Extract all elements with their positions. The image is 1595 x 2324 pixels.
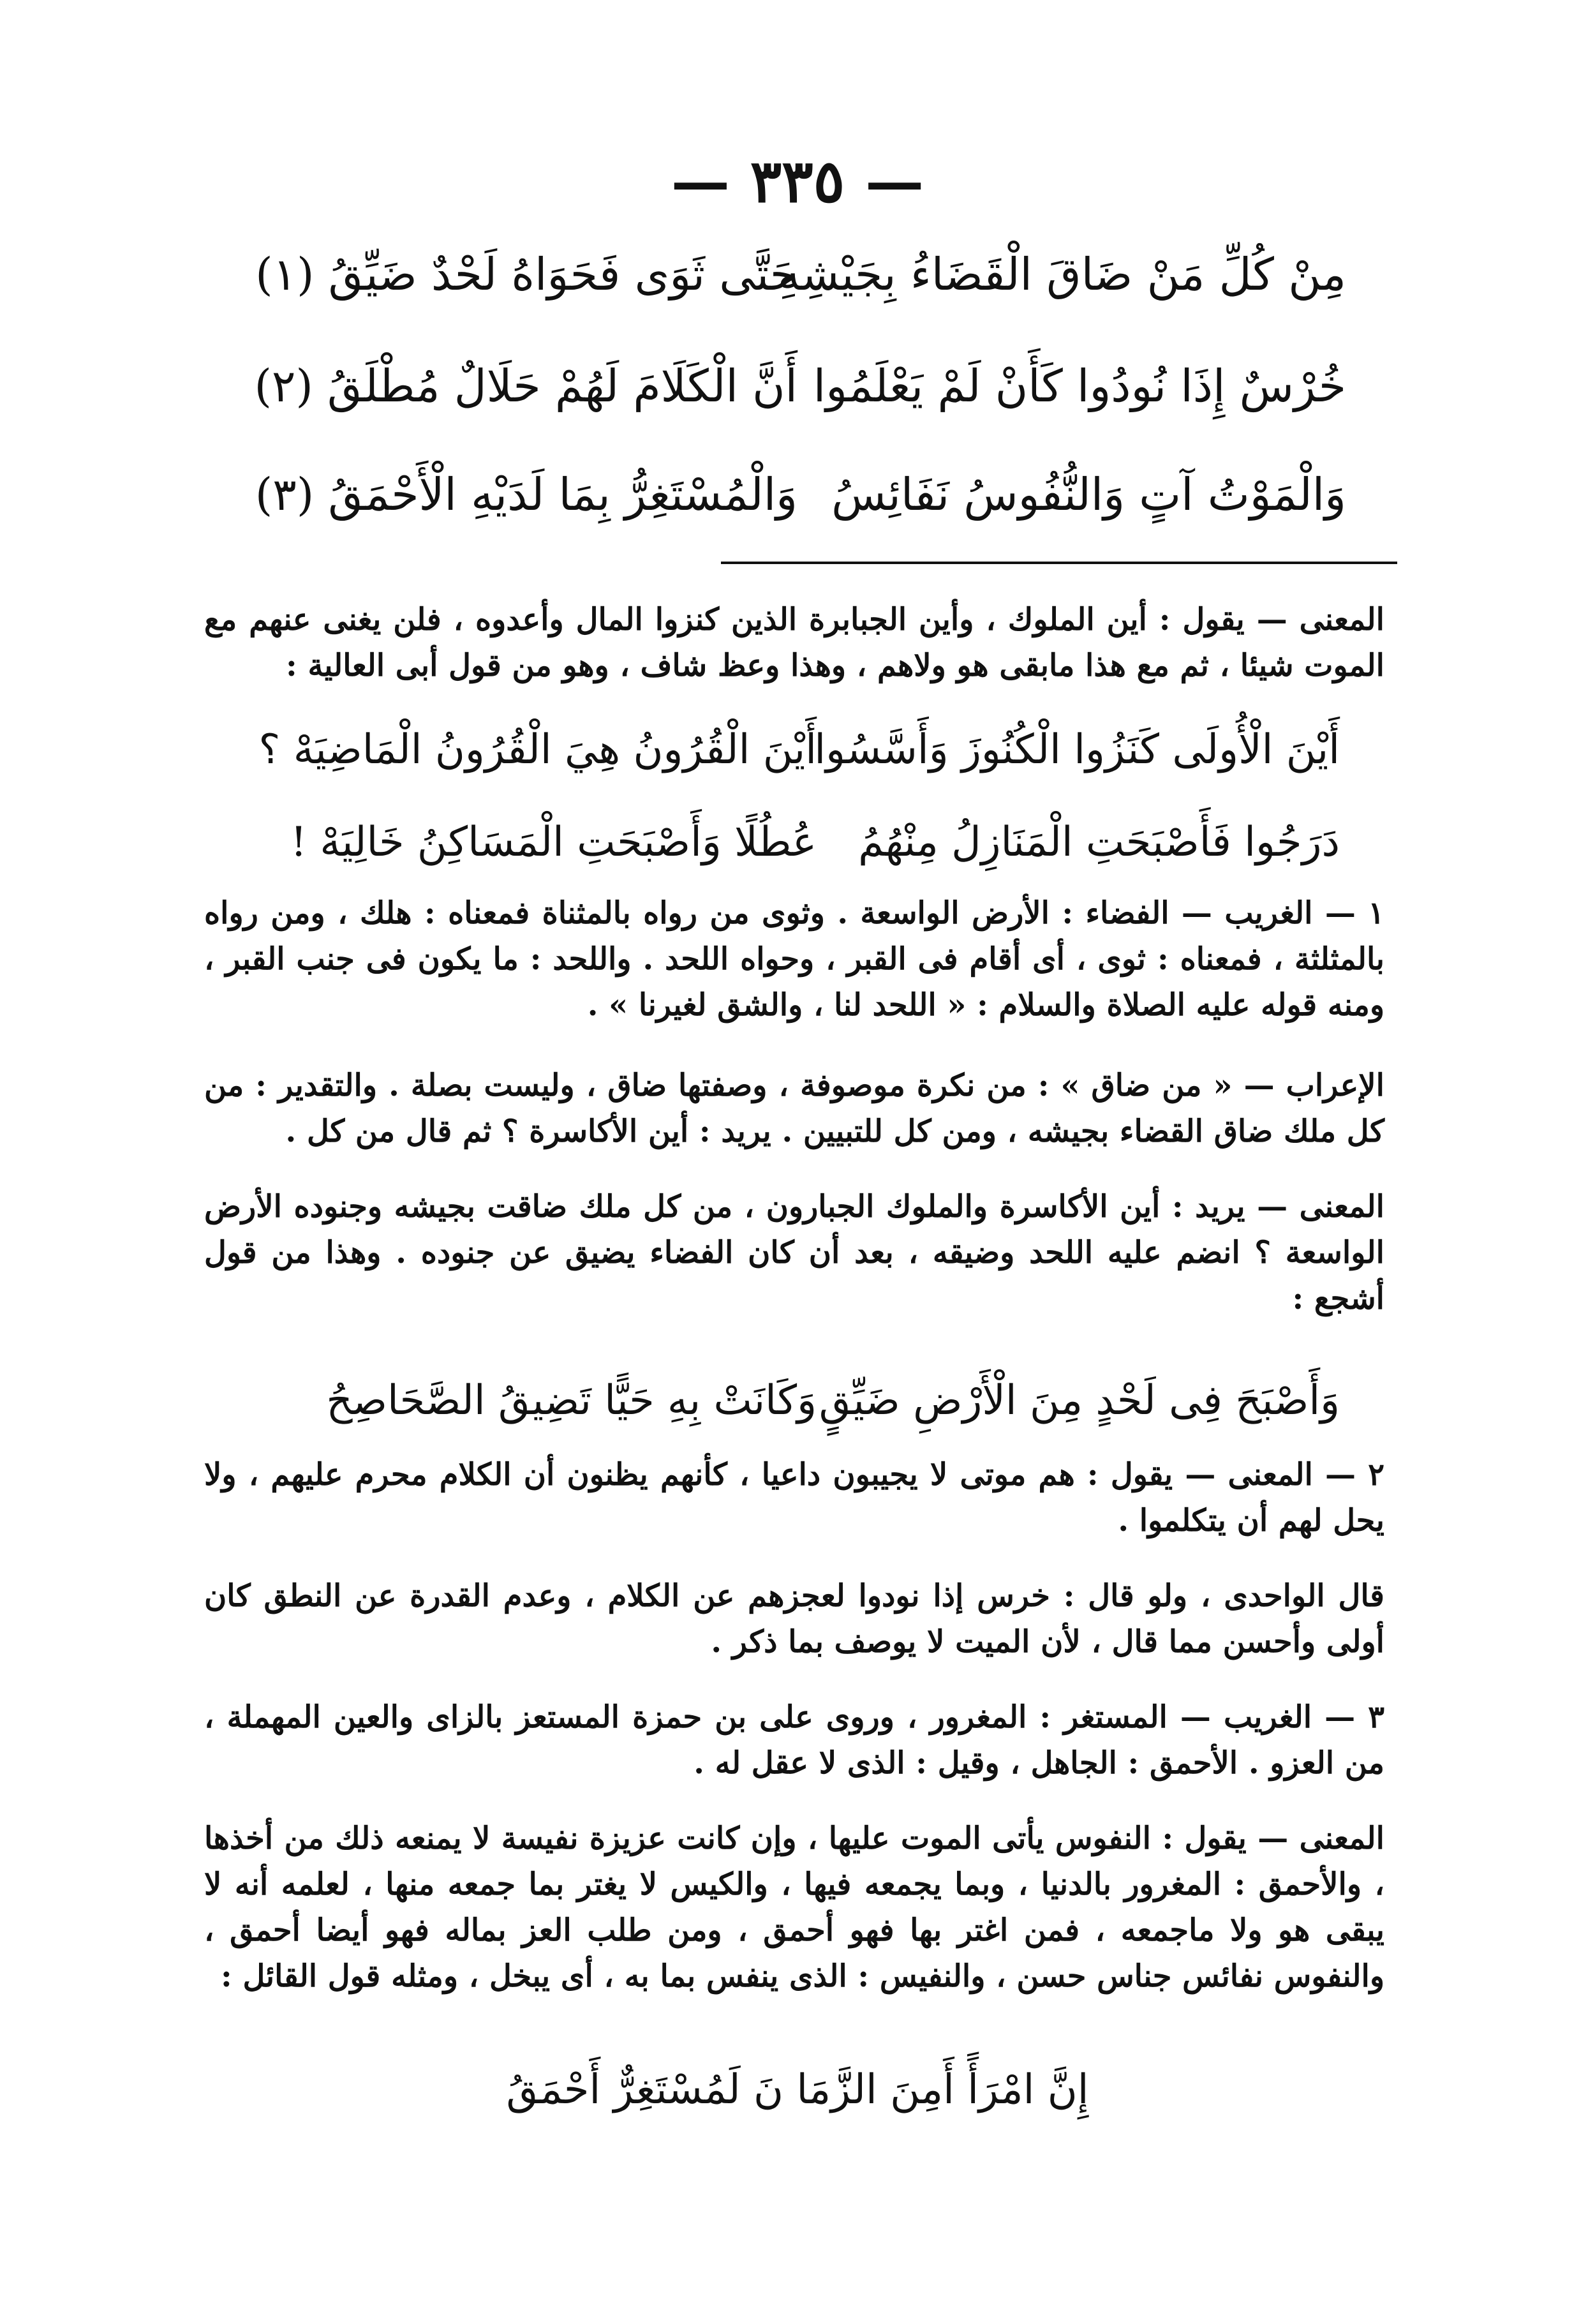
quote-verse-2 [255, 807, 1340, 877]
note-1-gharib: ١ — الغريب — الفضاء : الأرض الواسعة . وثوى من رواه بالمثناة فمعناه : هلك ، ومن رواه بالمثلثة ، فمعناه : ثوى ، أى أقام فى القبر ، وحواه اللحد . واللحد : ما يكون فى جنب القبر ، ومنه قوله عليه الصلاة والسلام : « اللحد لنا ، والشق لغيرنا » . [204, 895, 1385, 1023]
quote-1-second-hemistich: أَيْنَ الْقُرُونُ هِيَ الْقُرُونُ الْمَاضِيَهْ ؟ [258, 726, 817, 773]
note-1-irab: الإعراب — « من ضاق » : من نكرة موصوفة ، وصفتها ضاق ، وليست بصلة . والتقدير : من كل ملك ضاق القضاء بجيشه ، ومن كل للتبيين . يريد : أين الأكاسرة ؟ ثم قال من كل . [204, 1068, 1384, 1149]
verse-3-second-hemistich: وَالْمُسْتَغِرُّ بِمَا لَدَيْهِ الْأَحْمَقُ (٣) [255, 468, 798, 521]
note-2-wahidi: قال الواحدى ، ولو قال : خرس إذا نودوا لعجزهم عن الكلام ، وعدم القدرة عن النطق كان أولى وأحسن مما قال ، لأن الميت لا يوصف بما ذكر . [204, 1578, 1384, 1660]
page-number: — ٣٣٥ — [671, 147, 924, 216]
verse-line-1 [211, 239, 1346, 309]
closing-quote-text: إِنَّ امْرَأً أَمِنَ الزَّمَا نَ لَمُسْتَغِرٌّ أَحْمَقُ [506, 2066, 1089, 2113]
verse-line-3 [211, 459, 1346, 530]
commentary-meaning-intro: المعنى — يقول : أين الملوك ، وأين الجبابرة الذين كنزوا المال وأعدوه ، فلن يغنى عنهم مع الموت شيئا ، ثم مع هذا مابقى هو ولاهم ، وهذا وعظ شاف ، وهو من قول أبى العالية : [204, 602, 1384, 683]
verse-2-first-hemistich: خُرْسٌ إِذَا نُودُوا كَأَنْ لَمْ يَعْلَمُوا [813, 360, 1346, 412]
quote-ashja-second-hemistich: وَكَانَتْ بِهِ حَيًّا تَضِيقُ الصَّحَاصِحُ [326, 1377, 817, 1424]
quote-ashja [255, 1366, 1340, 1436]
verse-1-first-hemistich: مِنْ كُلِّ مَنْ ضَاقَ الْقَضَاءُ بِجَيْشِهِ [777, 248, 1346, 301]
verse-2-second-hemistich: أَنَّ الْكَلَامَ لَهُمْ حَلَالٌ مُطْلَقُ (٢) [254, 360, 798, 412]
verse-3-first-hemistich: وَالْمَوْتُ آتٍ وَالنُّفُوسُ نَفَائِسُ [831, 468, 1346, 521]
quote-verse-1 [255, 715, 1340, 785]
closing-quote-verse [255, 2055, 1340, 2125]
quote-2-second-hemistich: عُطُلًا وَأَصْبَحَتِ الْمَسَاكِنُ خَالِيَهْ ! [290, 819, 817, 866]
verse-1-second-hemistich: حَتَّى ثَوَى فَحَوَاهُ لَحْدٌ ضَيِّقُ (١) [255, 248, 798, 301]
note-2-meaning: ٢ — المعنى — يقول : هم موتى لا يجيبون داعيا ، كأنهم يظنون أن الكلام محرم عليهم ، ولا يحل لهم أن يتكلموا . [204, 1457, 1384, 1538]
verse-line-2 [211, 351, 1346, 421]
note-1-meaning: المعنى — يريد : أين الأكاسرة والملوك الجبارون ، من كل ملك ضاقت بجيشه وجنوده الأرض الواسعة ؟ انضم عليه اللحد وضيقه ، بعد أن كان الفضاء يضيق عن جنوده . وهذا من قول أشجع : [204, 1189, 1385, 1316]
quote-1-first-hemistich: أَيْنَ الْأُولَى كَنَزُوا الْكُنُوزَ وَأَسَّسُوا [814, 726, 1340, 773]
quote-2-first-hemistich: دَرَجُوا فَأَصْبَحَتِ الْمَنَازِلُ مِنْهُمُ [858, 819, 1340, 866]
note-3-meaning: المعنى — يقول : النفوس يأتى الموت عليها ، وإن كانت عزيزة نفيسة لا يمنعه ذلك من أخذها ، والأحمق : المغرور بالدنيا ، وبما يجمعه فيها ، والكيس لا يغتر بما جمعه منها ، لعلمه أنه لا يبقى هو ولا ماجمعه ، فمن اغتر بها فهو أحمق ، ومن طلب العز بماله فهو أيضا أحمق ، والنفوس نفائس جناس حسن ، والنفيس : الذى ينفس بما به ، أى يبخل ، ومثله قول القائل : [204, 1821, 1384, 1994]
quote-ashja-first-hemistich: وَأَصْبَحَ فِى لَحْدٍ مِنَ الْأَرْضِ ضَيِّقٍ [819, 1377, 1340, 1424]
separator-rule [721, 562, 1397, 564]
note-3-gharib: ٣ — الغريب — المستغر : المغرور ، وروى على بن حمزة المستعز بالزاى والعين المهملة ، من العزو . الأحمق : الجاهل ، وقيل : الذى لا عقل له . [204, 1699, 1384, 1781]
